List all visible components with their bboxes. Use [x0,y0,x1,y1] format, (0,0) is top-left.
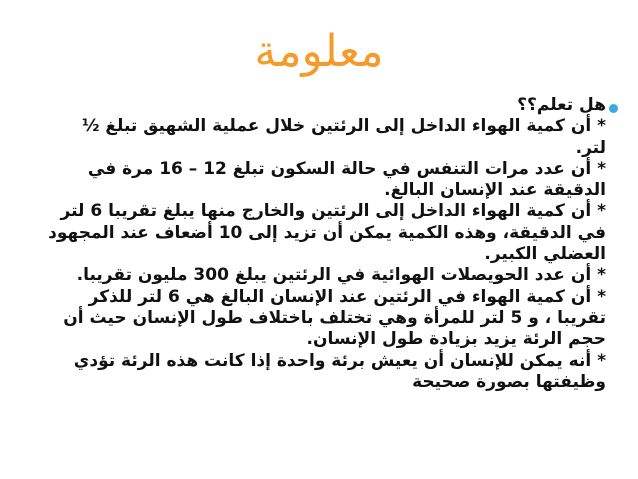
body-line: * أن كمية الهواء الداخل إلى الرئتين خلال عملية الشهيق تبلغ ½ [81,116,606,137]
body-line: العضلي الكبير. [484,244,606,265]
body-line: * أن كمية الهواء في الرئتين عند الإنسان البالغ هي 6 لتر للذكر [88,286,606,307]
body-line: لتر. [575,137,606,158]
slide-body [48,95,606,393]
body-line: * أن كمية الهواء الداخل إلى الرئتين والخارج منها يبلغ تقريبا 6 لتر [60,201,606,222]
body-line: * أن عدد مرات التنفس في حالة السكون تبلغ 12 – 16 مرة في [87,158,606,179]
bullet-dot-icon [609,104,618,113]
slide-title: معلومة [254,26,384,77]
body-line: في الدقيقة، وهذه الكمية يمكن أن تزيد إلى 10 أضعاف عند المجهود [48,222,606,243]
body-line: وظيفتها بصورة صحيحة [412,371,606,392]
body-line: حجم الرئة يزيد بزيادة طول الإنسان. [306,329,606,350]
body-line: * أن عدد الحويصلات الهوائية في الرئتين يبلغ 300 مليون تقريبا. [76,265,606,286]
body-line: الدقيقة عند الإنسان البالغ. [384,180,606,201]
body-line: هل تعلم؟؟ [517,95,606,115]
body-line: * أنه يمكن للإنسان أن يعيش برئة واحدة إذا كانت هذه الرئة تؤدي [73,350,606,371]
body-line: تقريبا ، و 5 لتر للمرأة وهي تختلف باختلاف طول الإنسان حيث أن [63,307,606,328]
